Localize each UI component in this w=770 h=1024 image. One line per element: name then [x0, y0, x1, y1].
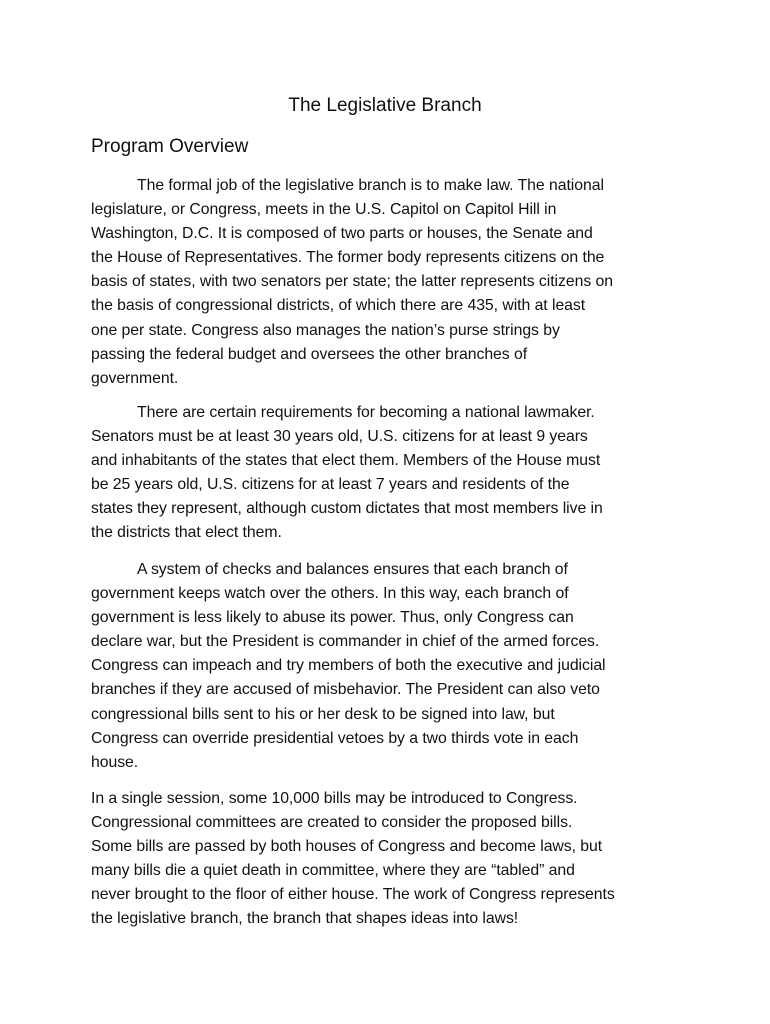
paragraph-2 [91, 401, 691, 546]
paragraph-line: The formal job of the legislative branch is to make law. The national [137, 177, 604, 194]
paragraph-line: Congressional committees are created to consider the proposed bills. [91, 814, 573, 832]
paragraph-line: house. [91, 753, 139, 771]
paragraph-line: Congress can impeach and try members of both the executive and judicial [91, 657, 606, 675]
paragraph-line: Congress can override presidential vetoes by a two thirds vote in each [91, 729, 579, 747]
paragraph-line: There are certain requirements for becoming a national lawmaker. [137, 404, 595, 421]
paragraph-line: and inhabitants of the states that elect them. Members of the House must [91, 452, 601, 470]
paragraph-line: government keeps watch over the others. In this way, each branch of [91, 585, 569, 603]
paragraph-line: one per state. Congress also manages the nation’s purse strings by [91, 321, 560, 339]
paragraph-line: government. [91, 369, 179, 387]
paragraph-line: branches if they are accused of misbehavior. The President can also veto [91, 681, 600, 699]
paragraph-line: A system of checks and balances ensures that each branch of [137, 561, 568, 578]
paragraph-line: Senators must be at least 30 years old, U.S. citizens for at least 9 years [91, 428, 588, 446]
paragraph-3 [91, 558, 691, 775]
paragraph-line: In a single session, some 10,000 bills may be introduced to Congress. [91, 790, 578, 807]
paragraph-line: passing the federal budget and oversees the other branches of [91, 345, 528, 363]
paragraph-line: the legislative branch, the branch that shapes ideas into laws! [91, 910, 519, 928]
paragraph-1 [91, 174, 691, 391]
paragraph-4 [91, 787, 691, 932]
paragraph-line: government is less likely to abuse its power. Thus, only Congress can [91, 609, 574, 627]
paragraph-line: be 25 years old, U.S. citizens for at least 7 years and residents of the [91, 476, 570, 494]
paragraph-line: Some bills are passed by both houses of Congress and become laws, but [91, 838, 603, 856]
paragraph-line: never brought to the floor of either house. The work of Congress represents [91, 886, 615, 904]
section-heading: Program Overview [91, 136, 249, 157]
paragraph-line: the districts that elect them. [91, 524, 282, 542]
paragraph-line: Washington, D.C. It is composed of two parts or houses, the Senate and [91, 225, 593, 243]
paragraph-line: congressional bills sent to his or her desk to be signed into law, but [91, 705, 555, 723]
paragraph-line: declare war, but the President is commander in chief of the armed forces. [91, 633, 600, 651]
paragraph-line: legislature, or Congress, meets in the U.S. Capitol on Capitol Hill in [91, 201, 557, 219]
paragraph-line: states they represent, although custom dictates that most members live in [91, 500, 603, 518]
paragraph-line: the House of Representatives. The former body represents citizens on the [91, 249, 605, 267]
document-title: The Legislative Branch [288, 95, 482, 116]
paragraph-line: basis of states, with two senators per state; the latter represents citizens on [91, 273, 613, 291]
paragraph-line: the basis of congressional districts, of which there are 435, with at least [91, 297, 586, 315]
paragraph-line: many bills die a quiet death in committee, where they are “tabled” and [91, 862, 575, 880]
